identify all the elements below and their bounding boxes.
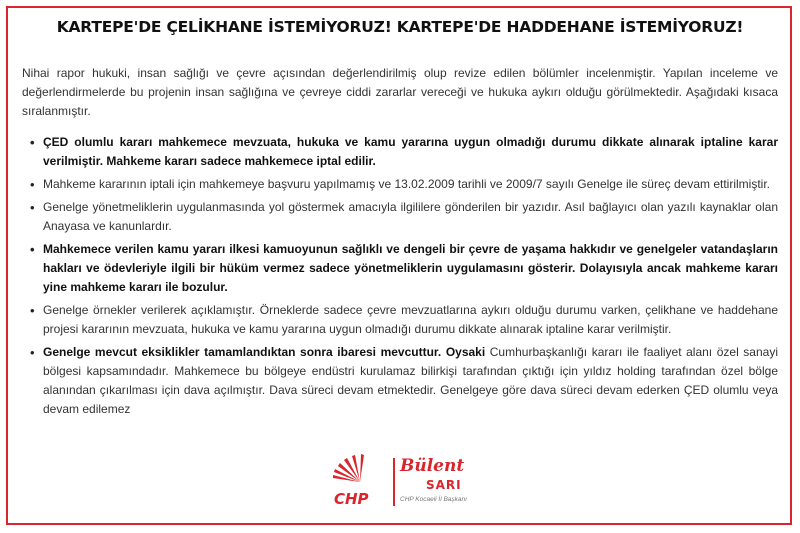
last-point-bold: Genelge mevcut eksiklikler tamamlandıktan sonra ibaresi mevcuttur. Oysaki bbox=[43, 345, 486, 359]
chp-logo-icon bbox=[330, 452, 390, 512]
page-title: KARTEPE'DE ÇELİKHANE İSTEMİYORUZ! KARTEPE'DE HADDEHANE İSTEMİYORUZ! bbox=[56, 18, 744, 36]
list-item: • Genelge yönetmeliklerin uygulanmasında yol göstermek amacıyla ilgililere gönderilen bir yazıdır. Asıl bağlayıcı olan yazılı kaynaklar olan Anayasa ve kanunlardır. bbox=[30, 198, 778, 236]
list-item: • Genelge örnekler verilerek açıklamıştır. Örneklerde sadece çevre mevzuatlarına aykırı olduğu durumu varken, çelikhane ve haddehane projesi kararının mevzuata, hukuka ve kamu yararına uygun olmadığı durumu dikkate alınarak iptaline karar verilmiştir. bbox=[30, 301, 778, 339]
signature-role: CHP Kocaeli İl Başkanı bbox=[400, 496, 467, 503]
list-item: • ÇED olumlu kararı mahkemece mevzuata, hukuka ve kamu yararına uygun olmadığı durumu dikkate alınarak iptaline karar verilmiştir. Mahkeme kararı sadece mahkemece iptal edilir. bbox=[30, 133, 778, 171]
signature-block bbox=[330, 452, 500, 512]
chp-logo-text: CHP bbox=[334, 490, 369, 508]
list-item bbox=[30, 343, 778, 419]
list-item: • Mahkemece verilen kamu yararı ilkesi kamuoyunun sağlıklı ve dengeli bir çevre de yaşama hakkıdır ve genelgeler vatandaşların hakları ve ödevleriyle ilgili bir hüküm vermez sadece yönetmeliklerin uygulamasını gösterir. Dolayısıyla ancak mahkeme kararı yine mahkeme kararı ile bozulur. bbox=[30, 240, 778, 297]
signature-divider bbox=[393, 458, 395, 506]
signature-last-name: SARI bbox=[426, 478, 462, 492]
last-point-text: Cumhurbaşkanlığı kararı ile faaliyet alanı özel sanayi bölgesi kapsamındadır. Mahkemece bu bölgeye endüstri kurulamaz bilirkişi tarafından çıktığı için yıldız holding tarafından özel bölge alanından çıkarılması için dava açılmıştır. Dava süreci devam etmektedir. Genelgeye göre dava süreci devam ederken ÇED olumlu veya devam edilemez bbox=[43, 345, 778, 416]
signature-first-name: Bülent bbox=[400, 456, 465, 476]
intro-paragraph: Nihai rapor hukuki, insan sağlığı ve çevre açısından değerlendirilmiş olup revize edilen bölümler incelenmiştir. Yapılan inceleme ve değerlendirmelerde bu projenin insan sağlığına ve çevreye ciddi zararlar vereceği ve hukuka aykırı olduğu görülmektedir. Aşağıdaki kısaca sıralanmıştır. bbox=[22, 66, 778, 118]
bullet-list bbox=[30, 133, 778, 423]
list-item: • Mahkeme kararının iptali için mahkemeye başvuru yapılmamış ve 13.02.2009 tarihli ve 2009/7 sayılı Genelge ile süreç devam ettirilmiştir. bbox=[30, 175, 778, 194]
